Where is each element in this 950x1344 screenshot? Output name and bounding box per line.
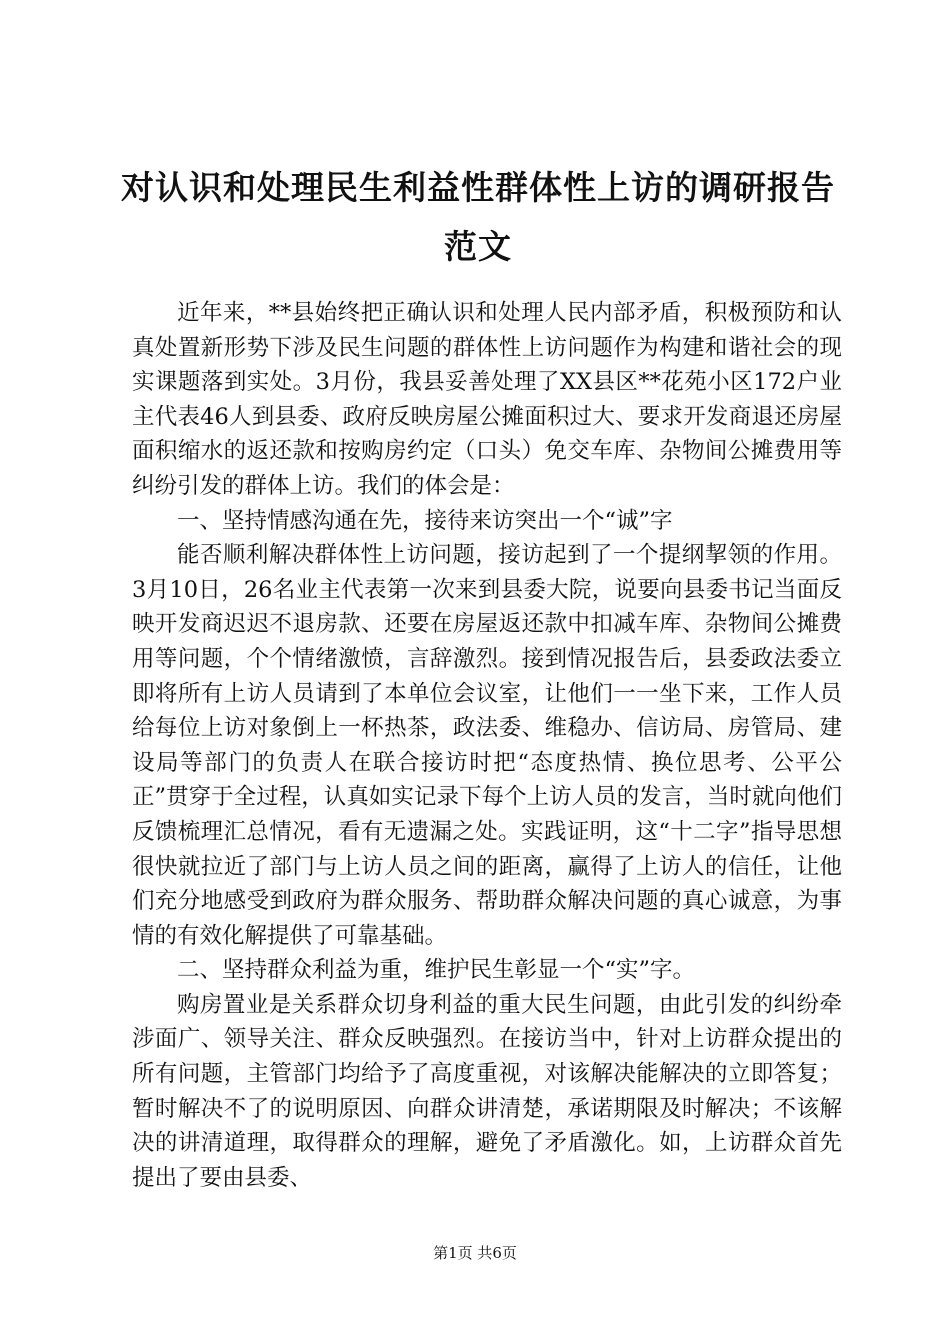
paragraph-section-1: 能否顺利解决群体性上访问题，接访起到了一个提纲挈领的作用。3月10日，26名业主代表第一次来到县委大院，说要向县委书记当面反映开发商迟迟不退房款、还要在房屋返还款中扣减车库、杂物间公摊费用等问题，个个情绪激愤，言辞激烈。接到情况报告后，县委政法委立即将所有上访人员请到了本单位会议室，让他们一一坐下来，工作人员给每位上访对象倒上一杯热茶，政法委、维稳办、信访局、房管局、建设局等部门的负责人在联合接访时把“态度热情、换位思考、公平公正”贯穿于全过程，认真如实记录下每个上访人员的发言，当时就向他们反馈梳理汇总情况，看有无遗漏之处。实践证明，这“十二字”指导思想很快就拉近了部门与上访人员之间的距离，赢得了上访人的信任，让他们充分地感受到政府为群众服务、帮助群众解决问题的真心诚意，为事情的有效化解提供了可靠基础。 (132, 542, 842, 949)
page-footer: 第1页 共6页 (433, 1244, 517, 1262)
paragraph-intro: 近年来，**县始终把正确认识和处理人民内部矛盾，积极预防和认真处置新形势下涉及民生问题的群体性上访问题作为构建和谐社会的现实课题落到实处。3月份，我县妥善处理了XX县区**花苑小区172户业主代表46人到县委、政府反映房屋公摊面积过大、要求开发商退还房屋面积缩水的返还款和按购房约定（口头）免交车库、杂物间公摊费用等纠纷引发的群体上访。我们的体会是： (132, 300, 842, 499)
section-heading-1: 一、坚持情感沟通在先，接待来访突出一个“诚”字 (177, 507, 673, 534)
section-heading-2: 二、坚持群众利益为重，维护民生彰显一个“实”字。 (177, 957, 696, 984)
paragraph-section-2: 购房置业是关系群众切身利益的重大民生问题，由此引发的纠纷牵涉面广、领导关注、群众反映强烈。在接访当中，针对上访群众提出的所有问题，主管部门均给予了高度重视，对该解决能解决的立即答复；暂时解决不了的说明原因、向群众讲清楚，承诺期限及时解决；不该解决的讲清道理，取得群众的理解，避免了矛盾激化。如，上访群众首先提出了要由县委、 (132, 991, 842, 1191)
document-title: 对认识和处理民生利益性群体性上访的调研报告范文 (121, 168, 835, 266)
document-body (132, 296, 842, 1195)
